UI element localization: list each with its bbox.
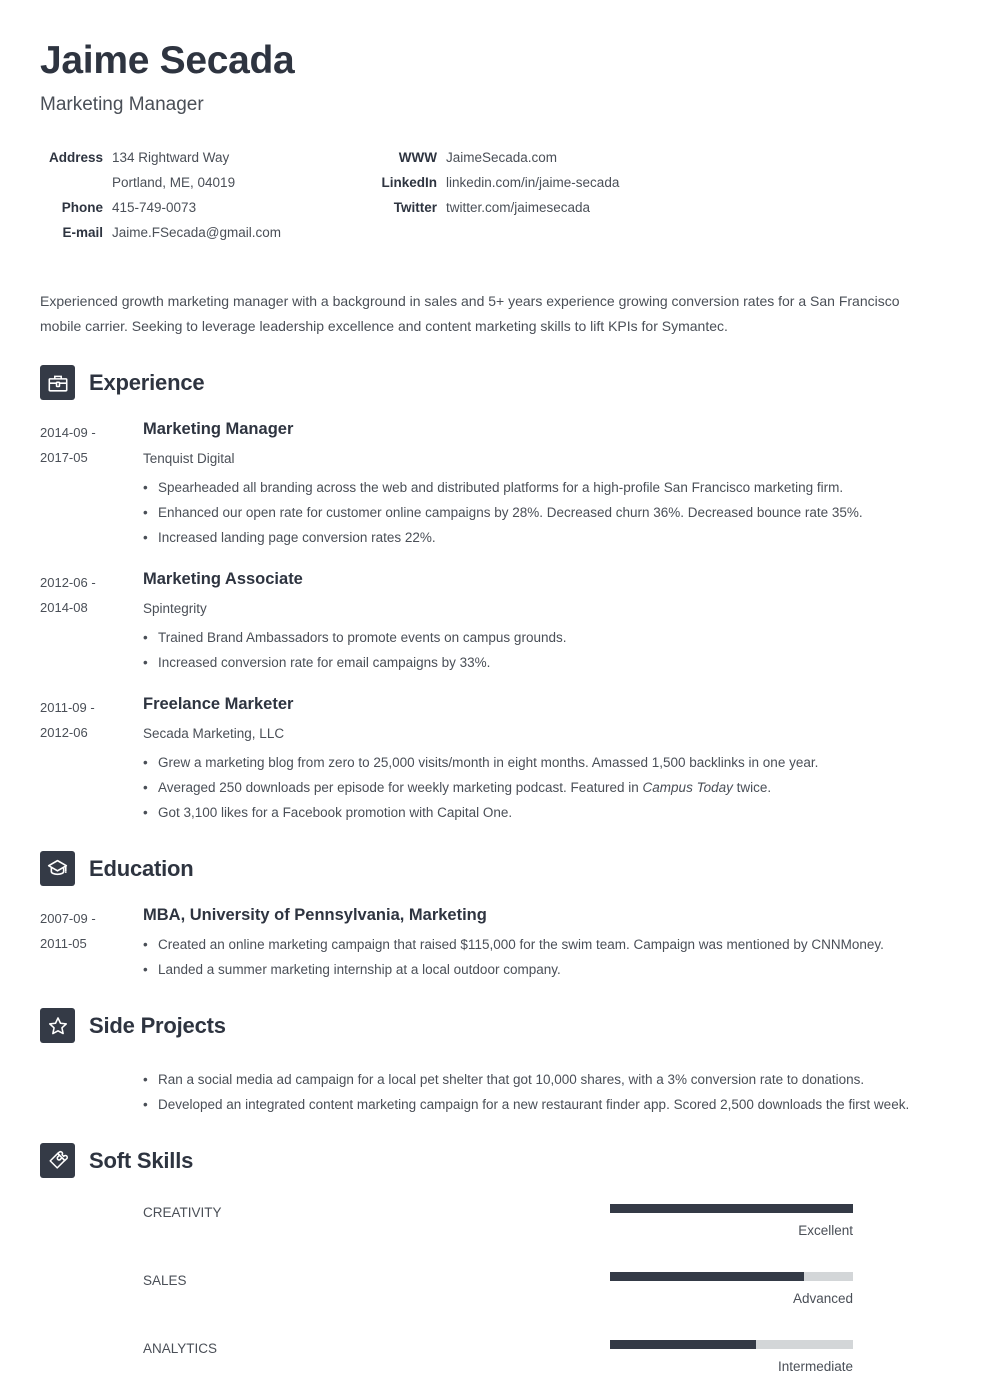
section-header-education xyxy=(40,851,950,886)
contact-value-twitter[interactable]: twitter.com/jaimesecada xyxy=(446,200,591,215)
skill-meter xyxy=(610,1204,950,1239)
bullet-text-post: twice. xyxy=(732,780,772,795)
entry-dates xyxy=(40,568,143,675)
contact-label-address: Address xyxy=(48,150,103,165)
skill-row xyxy=(40,1204,950,1239)
entry-bullet-list xyxy=(143,744,950,825)
section-header-experience xyxy=(40,365,950,400)
contact-row-twitter xyxy=(375,195,619,220)
experience-entry xyxy=(40,693,950,825)
list-item: • Spearheaded all branding across the web and distributed platforms for a high-profile San Francisco marketing firm. xyxy=(143,475,950,500)
contact-label-linkedin: LinkedIn xyxy=(381,175,437,190)
skill-name: CREATIVITY xyxy=(143,1205,222,1220)
side-projects-entry xyxy=(40,1061,950,1117)
entry-degree: MBA, University of Pennsylvania, Marketing xyxy=(143,906,487,924)
entry-body xyxy=(143,1061,950,1117)
section-title-soft-skills: Soft Skills xyxy=(89,1147,194,1173)
skill-level-label: Excellent xyxy=(798,1223,853,1238)
contact-value-email[interactable]: Jaime.FSecada@gmail.com xyxy=(112,225,282,240)
education-entry xyxy=(40,904,950,982)
entry-date-from: 2007-09 - xyxy=(40,911,96,926)
list-item: • Landed a summer marketing internship at a local outdoor company. xyxy=(143,957,950,982)
entry-body xyxy=(143,904,950,982)
professional-summary: Experienced growth marketing manager with a background in sales and 5+ years experience growing conversion rates for a San Francisco mobile carrier. Seeking to leverage leadership excellence and content marketing skills to lift KPIs for Symantec. xyxy=(40,293,900,334)
contact-value-linkedin[interactable]: linkedin.com/in/jaime-secada xyxy=(446,175,620,190)
contact-column-right xyxy=(375,145,619,245)
skill-meter xyxy=(610,1340,950,1375)
publication-name: Campus Today xyxy=(642,780,733,795)
skills-list xyxy=(40,1182,950,1375)
section-header-side-projects xyxy=(40,1008,950,1043)
skill-bar-track xyxy=(610,1272,853,1281)
entry-date-to: 2014-08 xyxy=(40,600,88,615)
list-item: • Ran a social media ad campaign for a local pet shelter that got 10,000 shares, with a 3% conversion rate to donations. xyxy=(143,1067,950,1092)
puzzle-piece-icon xyxy=(40,1143,75,1178)
experience-entry xyxy=(40,418,950,550)
entry-organization: Tenquist Digital xyxy=(143,451,235,466)
entry-organization: Secada Marketing, LLC xyxy=(143,726,285,741)
contact-label-twitter: Twitter xyxy=(393,200,437,215)
list-item: • Increased landing page conversion rates 22%. xyxy=(143,525,950,550)
entry-body xyxy=(143,418,950,550)
entry-date-to: 2012-06 xyxy=(40,725,88,740)
entry-date-to: 2011-05 xyxy=(40,936,87,951)
contact-column-left xyxy=(40,145,375,245)
bullet-text-pre: Averaged 250 downloads per episode for weekly marketing podcast. Featured in xyxy=(158,780,643,795)
entry-organization: Spintegrity xyxy=(143,601,207,616)
graduation-cap-icon xyxy=(40,851,75,886)
contact-value-www[interactable]: JaimeSecada.com xyxy=(446,150,558,165)
contact-label-email: E-mail xyxy=(62,225,103,240)
list-item: • Enhanced our open rate for customer online campaigns by 28%. Decreased churn 36%. Decreased bounce rate 35%. xyxy=(143,500,950,525)
section-title-side-projects: Side Projects xyxy=(89,1012,226,1038)
section-title-education: Education xyxy=(89,855,194,881)
list-item: • Trained Brand Ambassadors to promote events on campus grounds. xyxy=(143,625,950,650)
skill-bar-fill xyxy=(610,1204,853,1213)
contact-block xyxy=(40,117,950,245)
contact-row-www xyxy=(375,145,619,170)
skill-row xyxy=(40,1340,950,1375)
contact-row-address xyxy=(40,145,375,170)
entry-bullet-list xyxy=(143,619,950,675)
page-title: Jaime Secada xyxy=(40,39,295,82)
contact-value-address-line2: Portland, ME, 04019 xyxy=(112,175,236,190)
entry-date-from: 2012-06 - xyxy=(40,575,96,590)
star-icon xyxy=(40,1008,75,1043)
contact-label-www: WWW xyxy=(398,150,437,165)
skill-row xyxy=(40,1272,950,1307)
entry-bullet-list xyxy=(143,1061,950,1117)
contact-row-phone xyxy=(40,195,375,220)
entry-dates xyxy=(40,693,143,825)
entry-date-from: 2011-09 - xyxy=(40,700,95,715)
section-title-experience: Experience xyxy=(89,369,205,395)
list-item: • Grew a marketing blog from zero to 25,000 visits/month in eight months. Amassed 1,500 backlinks in one year. xyxy=(143,750,950,775)
contact-label-phone: Phone xyxy=(61,200,103,215)
skill-bar-track xyxy=(610,1204,853,1213)
list-item: • Developed an integrated content marketing campaign for a new restaurant finder app. Scored 2,500 downloads the first week. xyxy=(143,1092,950,1117)
contact-row-linkedin xyxy=(375,170,619,195)
entry-dates xyxy=(40,904,143,982)
entry-role: Marketing Associate xyxy=(143,570,303,588)
skill-level-label: Advanced xyxy=(792,1291,853,1306)
entry-dates xyxy=(40,418,143,550)
skill-name: ANALYTICS xyxy=(143,1341,218,1356)
contact-value-address: 134 Rightward Way xyxy=(112,150,230,165)
entry-body xyxy=(143,693,950,825)
list-item: • Increased conversion rate for email campaigns by 33%. xyxy=(143,650,950,675)
skill-level-label: Intermediate xyxy=(777,1359,853,1374)
entry-bullet-list xyxy=(143,926,950,982)
skill-name: SALES xyxy=(143,1273,187,1288)
entry-date-from: 2014-09 - xyxy=(40,425,96,440)
skill-bar-fill xyxy=(610,1272,804,1281)
list-item: • Created an online marketing campaign that raised $115,000 for the swim team. Campaign was mentioned by CNNMoney. xyxy=(143,932,950,957)
skill-bar-fill xyxy=(610,1340,756,1349)
skill-bar-track xyxy=(610,1340,853,1349)
entry-date-to: 2017-05 xyxy=(40,450,88,465)
briefcase-icon xyxy=(40,365,75,400)
skill-meter xyxy=(610,1272,950,1307)
section-header-soft-skills xyxy=(40,1143,950,1178)
entry-body xyxy=(143,568,950,675)
contact-row-email xyxy=(40,220,375,245)
contact-value-phone: 415-749-0073 xyxy=(112,200,197,215)
experience-entry xyxy=(40,568,950,675)
entry-role: Freelance Marketer xyxy=(143,695,294,713)
list-item: • Got 3,100 likes for a Facebook promotion with Capital One. xyxy=(143,800,950,825)
job-title: Marketing Manager xyxy=(40,94,204,115)
list-item xyxy=(143,775,950,800)
entry-role: Marketing Manager xyxy=(143,420,294,438)
entry-bullet-list xyxy=(143,469,950,550)
